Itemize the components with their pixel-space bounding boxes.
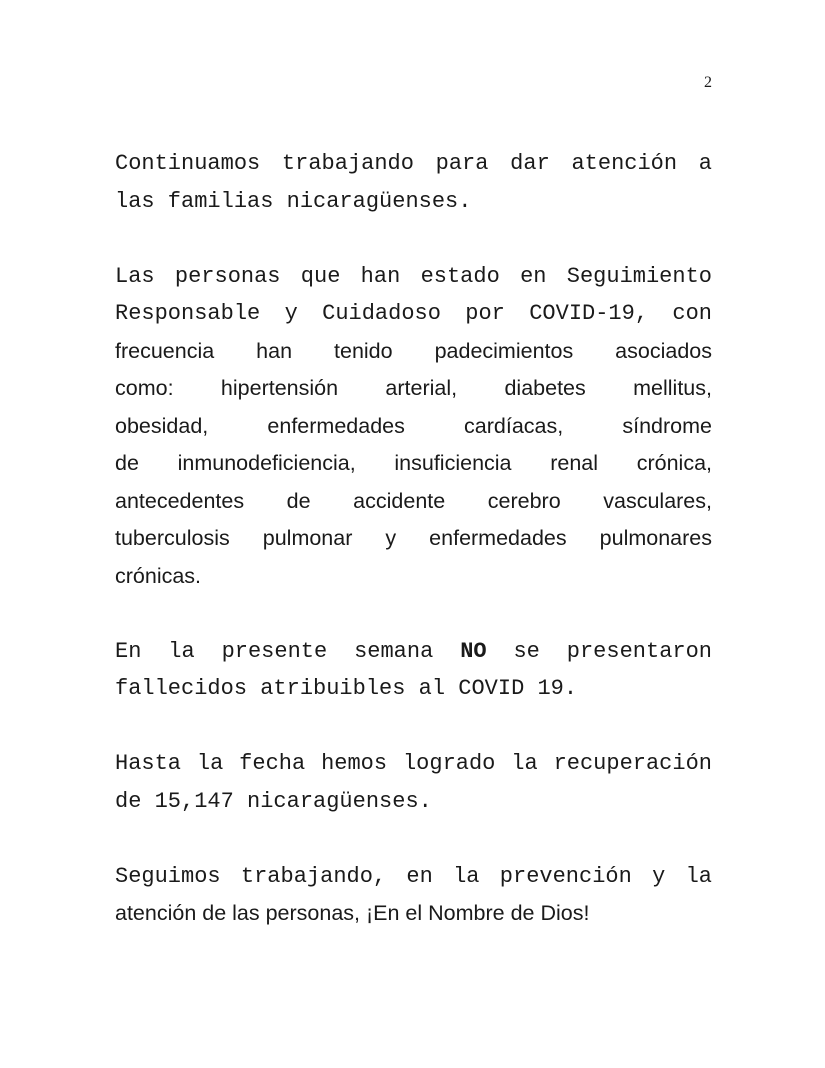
text-line: tuberculosis pulmonar y enfermedades pulmonares	[115, 526, 712, 550]
text-line: Hasta la fecha hemos logrado la recuperación	[115, 751, 712, 776]
text-line: frecuencia han tenido padecimientos asociados	[115, 338, 712, 363]
paragraph-comorbidities	[115, 258, 712, 596]
text-fragment: se presentaron	[513, 638, 712, 664]
text-line: Las personas que han estado en Seguimiento	[115, 263, 712, 289]
paragraph-intro	[115, 145, 712, 220]
text-line: de 15,147 nicaragüenses.	[115, 788, 432, 814]
text-line: antecedentes de accidente cerebro vasculares,	[115, 488, 712, 513]
text-line: obesidad, enfermedades cardíacas, síndrome	[115, 413, 712, 438]
paragraph-deaths	[115, 633, 712, 708]
paragraph-recoveries	[115, 745, 712, 820]
page-number: 2	[704, 74, 712, 91]
text-line: Continuamos trabajando para dar atención a	[115, 151, 712, 176]
text-line: las familias nicaragüenses.	[115, 188, 472, 214]
text-line: crónicas.	[115, 563, 202, 588]
text-fragment: En la presente semana	[115, 638, 434, 664]
text-line	[115, 633, 712, 671]
emphasis-no: NO	[460, 638, 487, 664]
text-line: fallecidos atribuibles al COVID 19.	[115, 676, 578, 701]
text-line: como: hipertensión arterial, diabetes mellitus,	[115, 376, 712, 400]
text-line: Seguimos trabajando, en la prevención y la	[115, 863, 712, 889]
paragraph-closing	[115, 858, 712, 933]
text-line: atención de las personas, ¡En el Nombre de Dios!	[115, 901, 590, 925]
text-line: Responsable y Cuidadoso por COVID-19, con	[115, 301, 712, 326]
text-line: de inmunodeficiencia, insuficiencia renal crónica,	[115, 451, 712, 475]
document-body	[115, 145, 712, 970]
